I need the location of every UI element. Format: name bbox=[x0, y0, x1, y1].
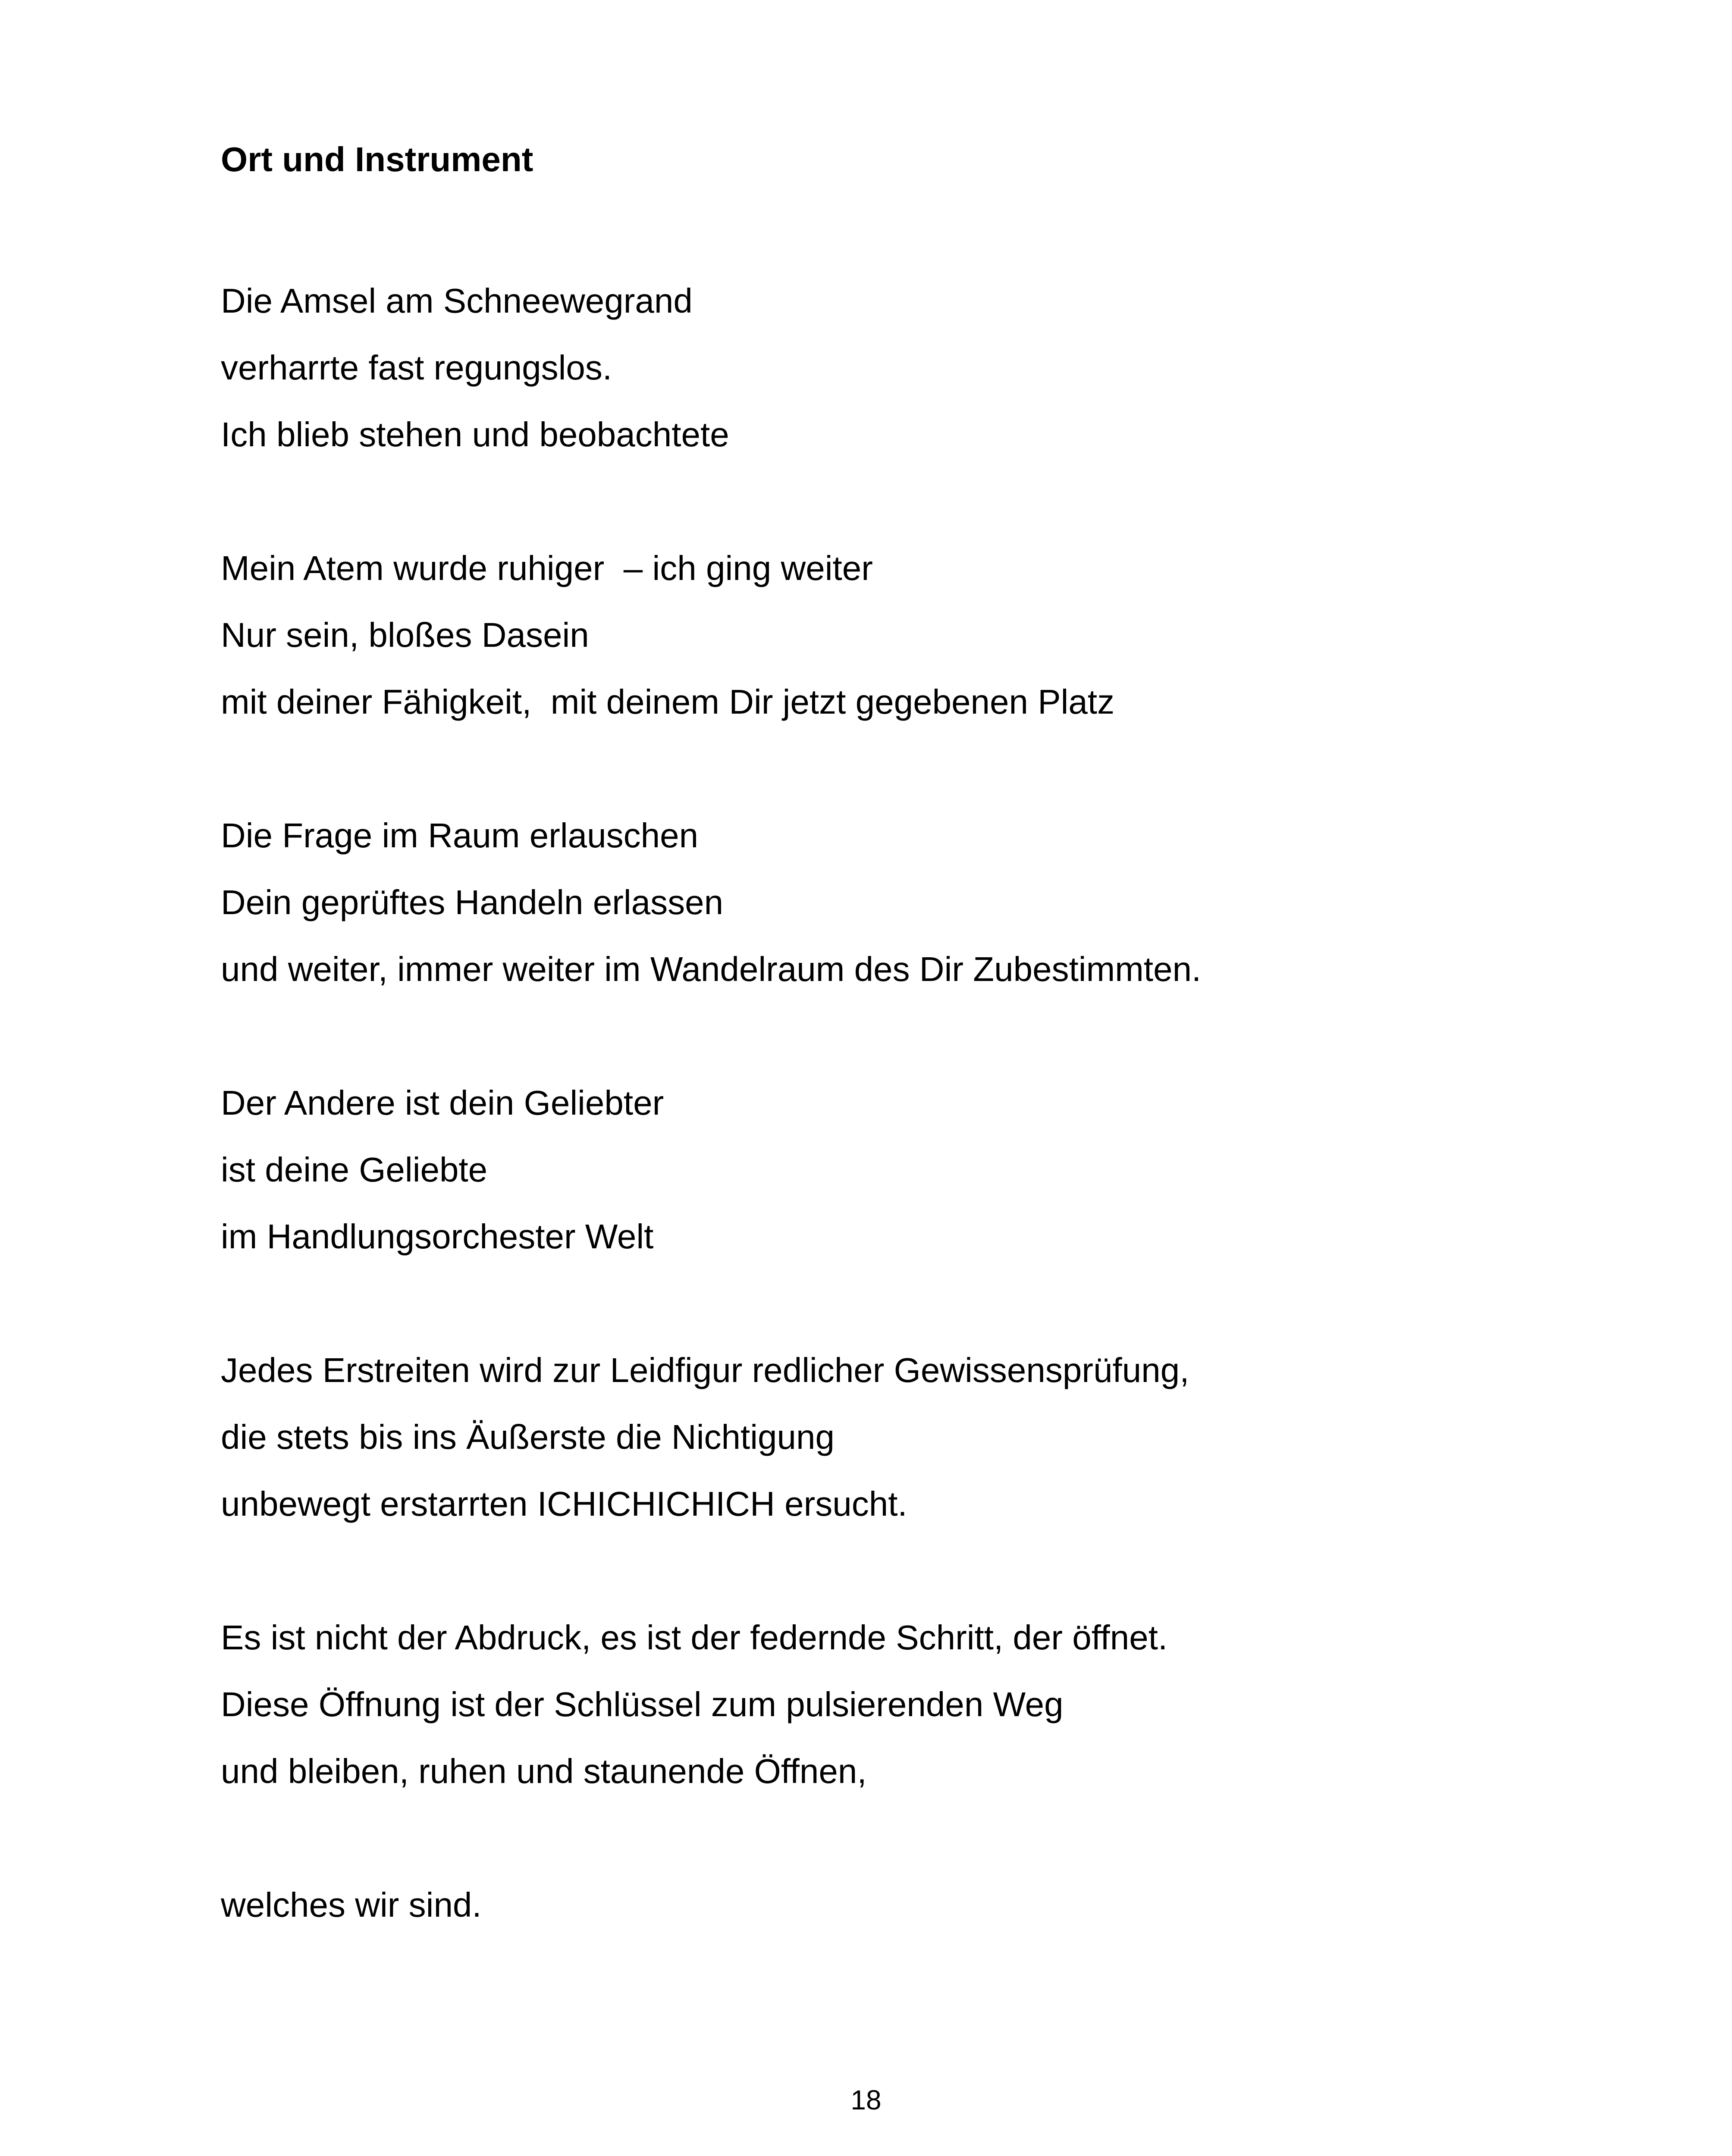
poem-line: unbewegt erstarrten ICHICHICHICH ersucht. bbox=[221, 1485, 907, 1523]
poem-line: verharrte fast regungslos. bbox=[221, 348, 612, 387]
stanza bbox=[221, 802, 1558, 1003]
poem-title: Ort und Instrument bbox=[221, 140, 533, 179]
poem-line: im Handlungsorchester Welt bbox=[221, 1217, 654, 1256]
poem-line: Dein geprüftes Handeln erlassen bbox=[221, 883, 724, 921]
poem-line: Nur sein, bloßes Dasein bbox=[221, 616, 589, 654]
stanza bbox=[221, 1604, 1558, 1805]
poem-line: ist deine Geliebte bbox=[221, 1150, 488, 1189]
stanza bbox=[221, 267, 1558, 468]
poem-line: Mein Atem wurde ruhiger – ich ging weiter bbox=[221, 549, 873, 587]
poem-line: und bleiben, ruhen und staunende Öffnen, bbox=[221, 1752, 867, 1790]
poem-body bbox=[221, 134, 1558, 2005]
poem-line: welches wir sind. bbox=[221, 1886, 482, 1924]
poem-line: Der Andere ist dein Geliebter bbox=[221, 1084, 664, 1122]
page-number: 18 bbox=[850, 2084, 882, 2115]
poem-line: Diese Öffnung ist der Schlüssel zum pulsierenden Weg bbox=[221, 1685, 1064, 1724]
poem-line: und weiter, immer weiter im Wandelraum des Dir Zubestimmten. bbox=[221, 950, 1202, 988]
poem-line: Ich blieb stehen und beobachtete bbox=[221, 415, 729, 454]
poem-line: die stets bis ins Äußerste die Nichtigung bbox=[221, 1418, 835, 1456]
poem-line: Jedes Erstreiten wird zur Leidfigur redlicher Gewissensprüfung, bbox=[221, 1351, 1189, 1389]
poem-line: Die Frage im Raum erlauschen bbox=[221, 816, 699, 855]
stanza bbox=[221, 1871, 1558, 1938]
poem-line: Es ist nicht der Abdruck, es ist der federnde Schritt, der öffnet. bbox=[221, 1618, 1168, 1657]
stanza bbox=[221, 535, 1558, 735]
stanza bbox=[221, 1069, 1558, 1270]
poem-line: mit deiner Fähigkeit, mit deinem Dir jetzt gegebenen Platz bbox=[221, 683, 1115, 721]
stanza bbox=[221, 1337, 1558, 1537]
poem-line: Die Amsel am Schneewegrand bbox=[221, 282, 693, 320]
